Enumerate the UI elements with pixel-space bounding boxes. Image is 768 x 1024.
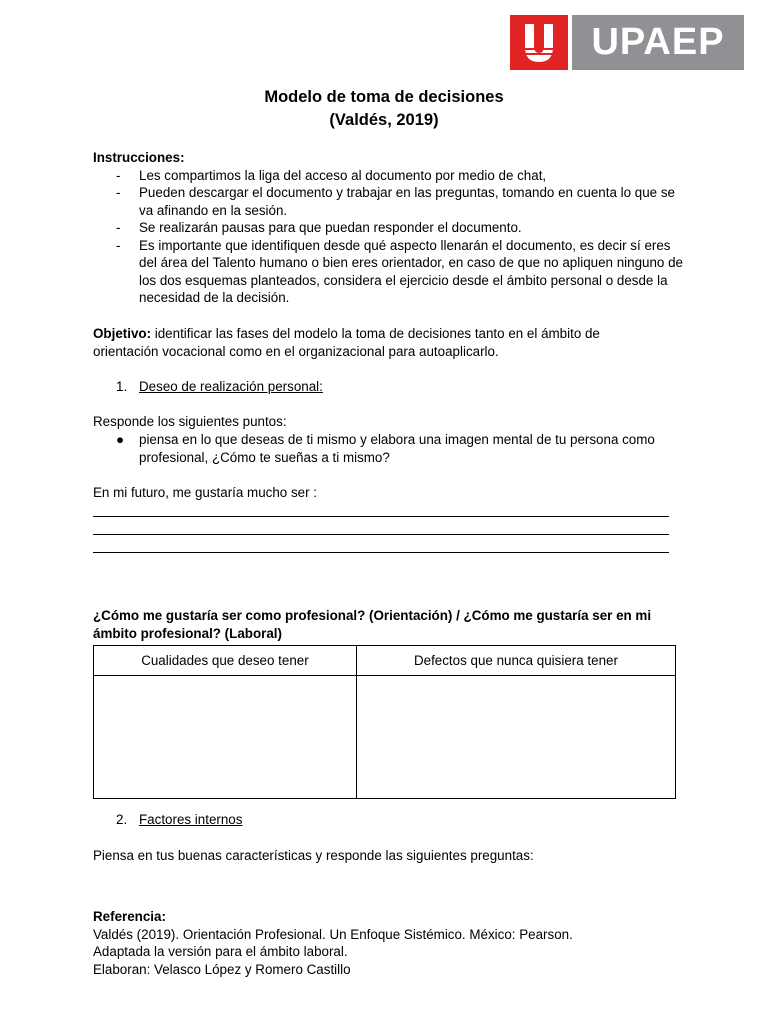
section1-title: Deseo de realización personal: [139, 379, 323, 394]
section1-bullet-list [93, 431, 663, 466]
reference-section [93, 908, 693, 978]
reference-line: Elaboran: Velasco López y Romero Castillo [93, 961, 351, 977]
u-mark-icon [519, 22, 559, 64]
section1-bullet: piensa en lo que deseas de ti mismo y elabora una imagen mental de tu persona como profesional, ¿Cómo te sueñas a ti mismo? [139, 432, 655, 465]
reference-heading: Referencia: [93, 909, 166, 924]
section1-prompt: Responde los siguientes puntos: [93, 414, 287, 429]
profession-question: ¿Cómo me gustaría ser como profesional? (Orientación) / ¿Cómo me gustaría ser en mi ámbito profesional? (Laboral) [93, 608, 652, 641]
upaep-logo [510, 15, 744, 70]
qualities-table [93, 645, 676, 799]
section2-title: Factores internos [139, 812, 243, 827]
instructions-list [93, 167, 683, 307]
defects-header: Defectos que nunca quisiera tener [356, 646, 675, 676]
section1-number: 1. [116, 379, 128, 394]
answer-line [93, 516, 669, 517]
future-label: En mi futuro, me gustaría mucho ser : [93, 485, 318, 500]
answer-line [93, 534, 669, 535]
document-subtitle: (Valdés, 2019) [329, 111, 439, 129]
document-title: Modelo de toma de decisiones [264, 88, 504, 106]
instruction-item: - Pueden descargar el documento y trabajar en las preguntas, tomando en cuenta lo que se va afinando en la sesión. [116, 185, 675, 218]
instruction-item: - Es importante que identifiquen desde qué aspecto llenarán el documento, es decir sí eres del área del Talento humano o bien eres orientador, en caso de que no apliquen ninguno de los dos esquemas planteados, considera el ejercicio desde el ámbito personal o desde la necesidad de la decisión. [116, 237, 683, 305]
instruction-item: - Les compartimos la liga del acceso al documento por medio de chat, [116, 167, 547, 183]
instructions-heading: Instrucciones: [93, 150, 185, 165]
bullet-marker: ● [116, 432, 125, 447]
upaep-wordmark: UPAEP [572, 15, 744, 70]
qualities-cell[interactable] [94, 676, 357, 799]
section2-number: 2. [116, 812, 128, 827]
instruction-item: - Se realizarán pausas para que puedan responder el documento. [116, 220, 522, 235]
upaep-logo-mark [510, 15, 568, 70]
section2-prompt: Piensa en tus buenas características y responde las siguientes preguntas: [93, 848, 534, 863]
reference-line: Adaptada la versión para el ámbito laboral. [93, 944, 348, 959]
defects-cell[interactable] [356, 676, 675, 799]
answer-line [93, 552, 669, 553]
objective-text: identificar las fases del modelo la toma de decisiones tanto en el ámbito de orientación vocacional como en el organizacional para autoaplicarlo. [93, 326, 600, 359]
objective-paragraph [93, 325, 653, 360]
instructions-section [93, 149, 683, 307]
reference-line: Valdés (2019). Orientación Profesional. Un Enfoque Sistémico. México: Pearson. [93, 926, 573, 942]
objective-label: Objetivo: [93, 326, 152, 341]
qualities-header: Cualidades que deseo tener [94, 646, 357, 676]
